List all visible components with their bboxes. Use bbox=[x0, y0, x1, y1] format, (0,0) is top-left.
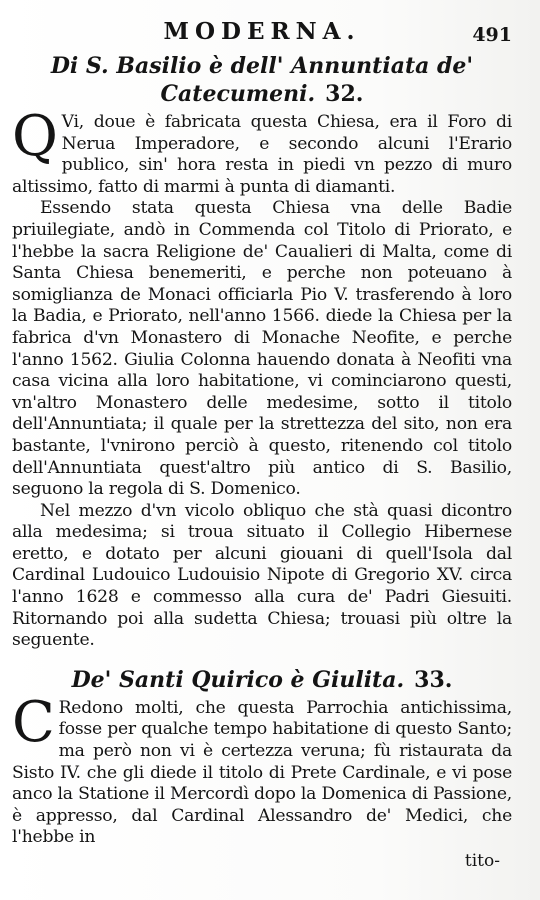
drop-capital: Q bbox=[12, 104, 58, 169]
section-heading-33 bbox=[12, 666, 512, 694]
catchword: tito- bbox=[464, 851, 500, 871]
paragraph-text: Vi, doue è fabricata questa Chiesa, era il Foro di Nerua Imperadore, e secondo alcuni l'Erario publico, sin' hora resta in piedi vn pezzo di muro altissimo, fatto di marmi à punta di diamanti. bbox=[12, 112, 512, 197]
running-head bbox=[12, 14, 512, 48]
paragraph bbox=[12, 689, 512, 849]
paragraph: Essendo stata questa Chiesa vna delle Badie priuilegiate, andò in Commenda col Titolo di Priorato, e l'hebbe la sacra Religione de' Caualieri di Malta, come di Santa Chiesa benemeriti, e perche non poteuano à somiglianza de Monaci officiarla Pio V. trasferendo à loro la Badia, e Priorato, nell'anno 1566. diede la Chiesa per la fabrica d'vn Monastero di Monache Neofite, e perche l'anno 1562. Giulia Colonna hauendo donata à Neofiti vna casa vicina alla loro habitatione, vi cominciarono questi, vn'altro Monastero delle medesime, sotto il titolo dell'Annuntiata; il quale per la strettezza del sito, non era bastante, l'vnirono perciò à questo, ritenendo col titolo dell'Annuntiata quest'altro più antico di S. Basilio, seguono la regola di S. Domenico. bbox=[12, 198, 512, 500]
paragraph bbox=[12, 104, 512, 198]
section-heading-32 bbox=[12, 52, 512, 108]
page-number: 491 bbox=[472, 24, 512, 46]
paragraph-text: Redono molti, che questa Parrochia antichissima, fosse per qualche tempo habitatione di questo Santo; ma però non vi è certezza veruna; fù ristaurata da Sisto IV. che gli diede il titolo di Prete Cardinale, e vi pose anco la Statione il Mercordì dopo la Domenica di Passione, è appresso, dal Cardinal Alessandro de' Medici, che l'hebbe in bbox=[12, 697, 512, 848]
section-number: 33. bbox=[414, 666, 453, 693]
section-title: Di S. Basilio è dell' Annuntiata de' Catecumeni. bbox=[50, 53, 474, 107]
running-title: MODERNA. bbox=[163, 18, 361, 45]
section-number: 32. bbox=[325, 81, 364, 107]
drop-capital: C bbox=[12, 689, 55, 755]
section-title: De' Santi Quirico è Giulita. bbox=[71, 666, 405, 693]
paragraph: Nel mezzo d'vn vicolo obliquo che stà quasi dicontro alla medesima; si troua situato il Collegio Hibernese eretto, e dotato per alcuni giouani di quell'Isola dal Cardinal Ludouico Ludouisio Nipote di Gregorio XV. circa l'anno 1628 e commesso alla cura de' Padri Giesuiti. Ritornando poi alla sudetta Chiesa; trouasi più oltre la seguente. bbox=[12, 500, 512, 651]
